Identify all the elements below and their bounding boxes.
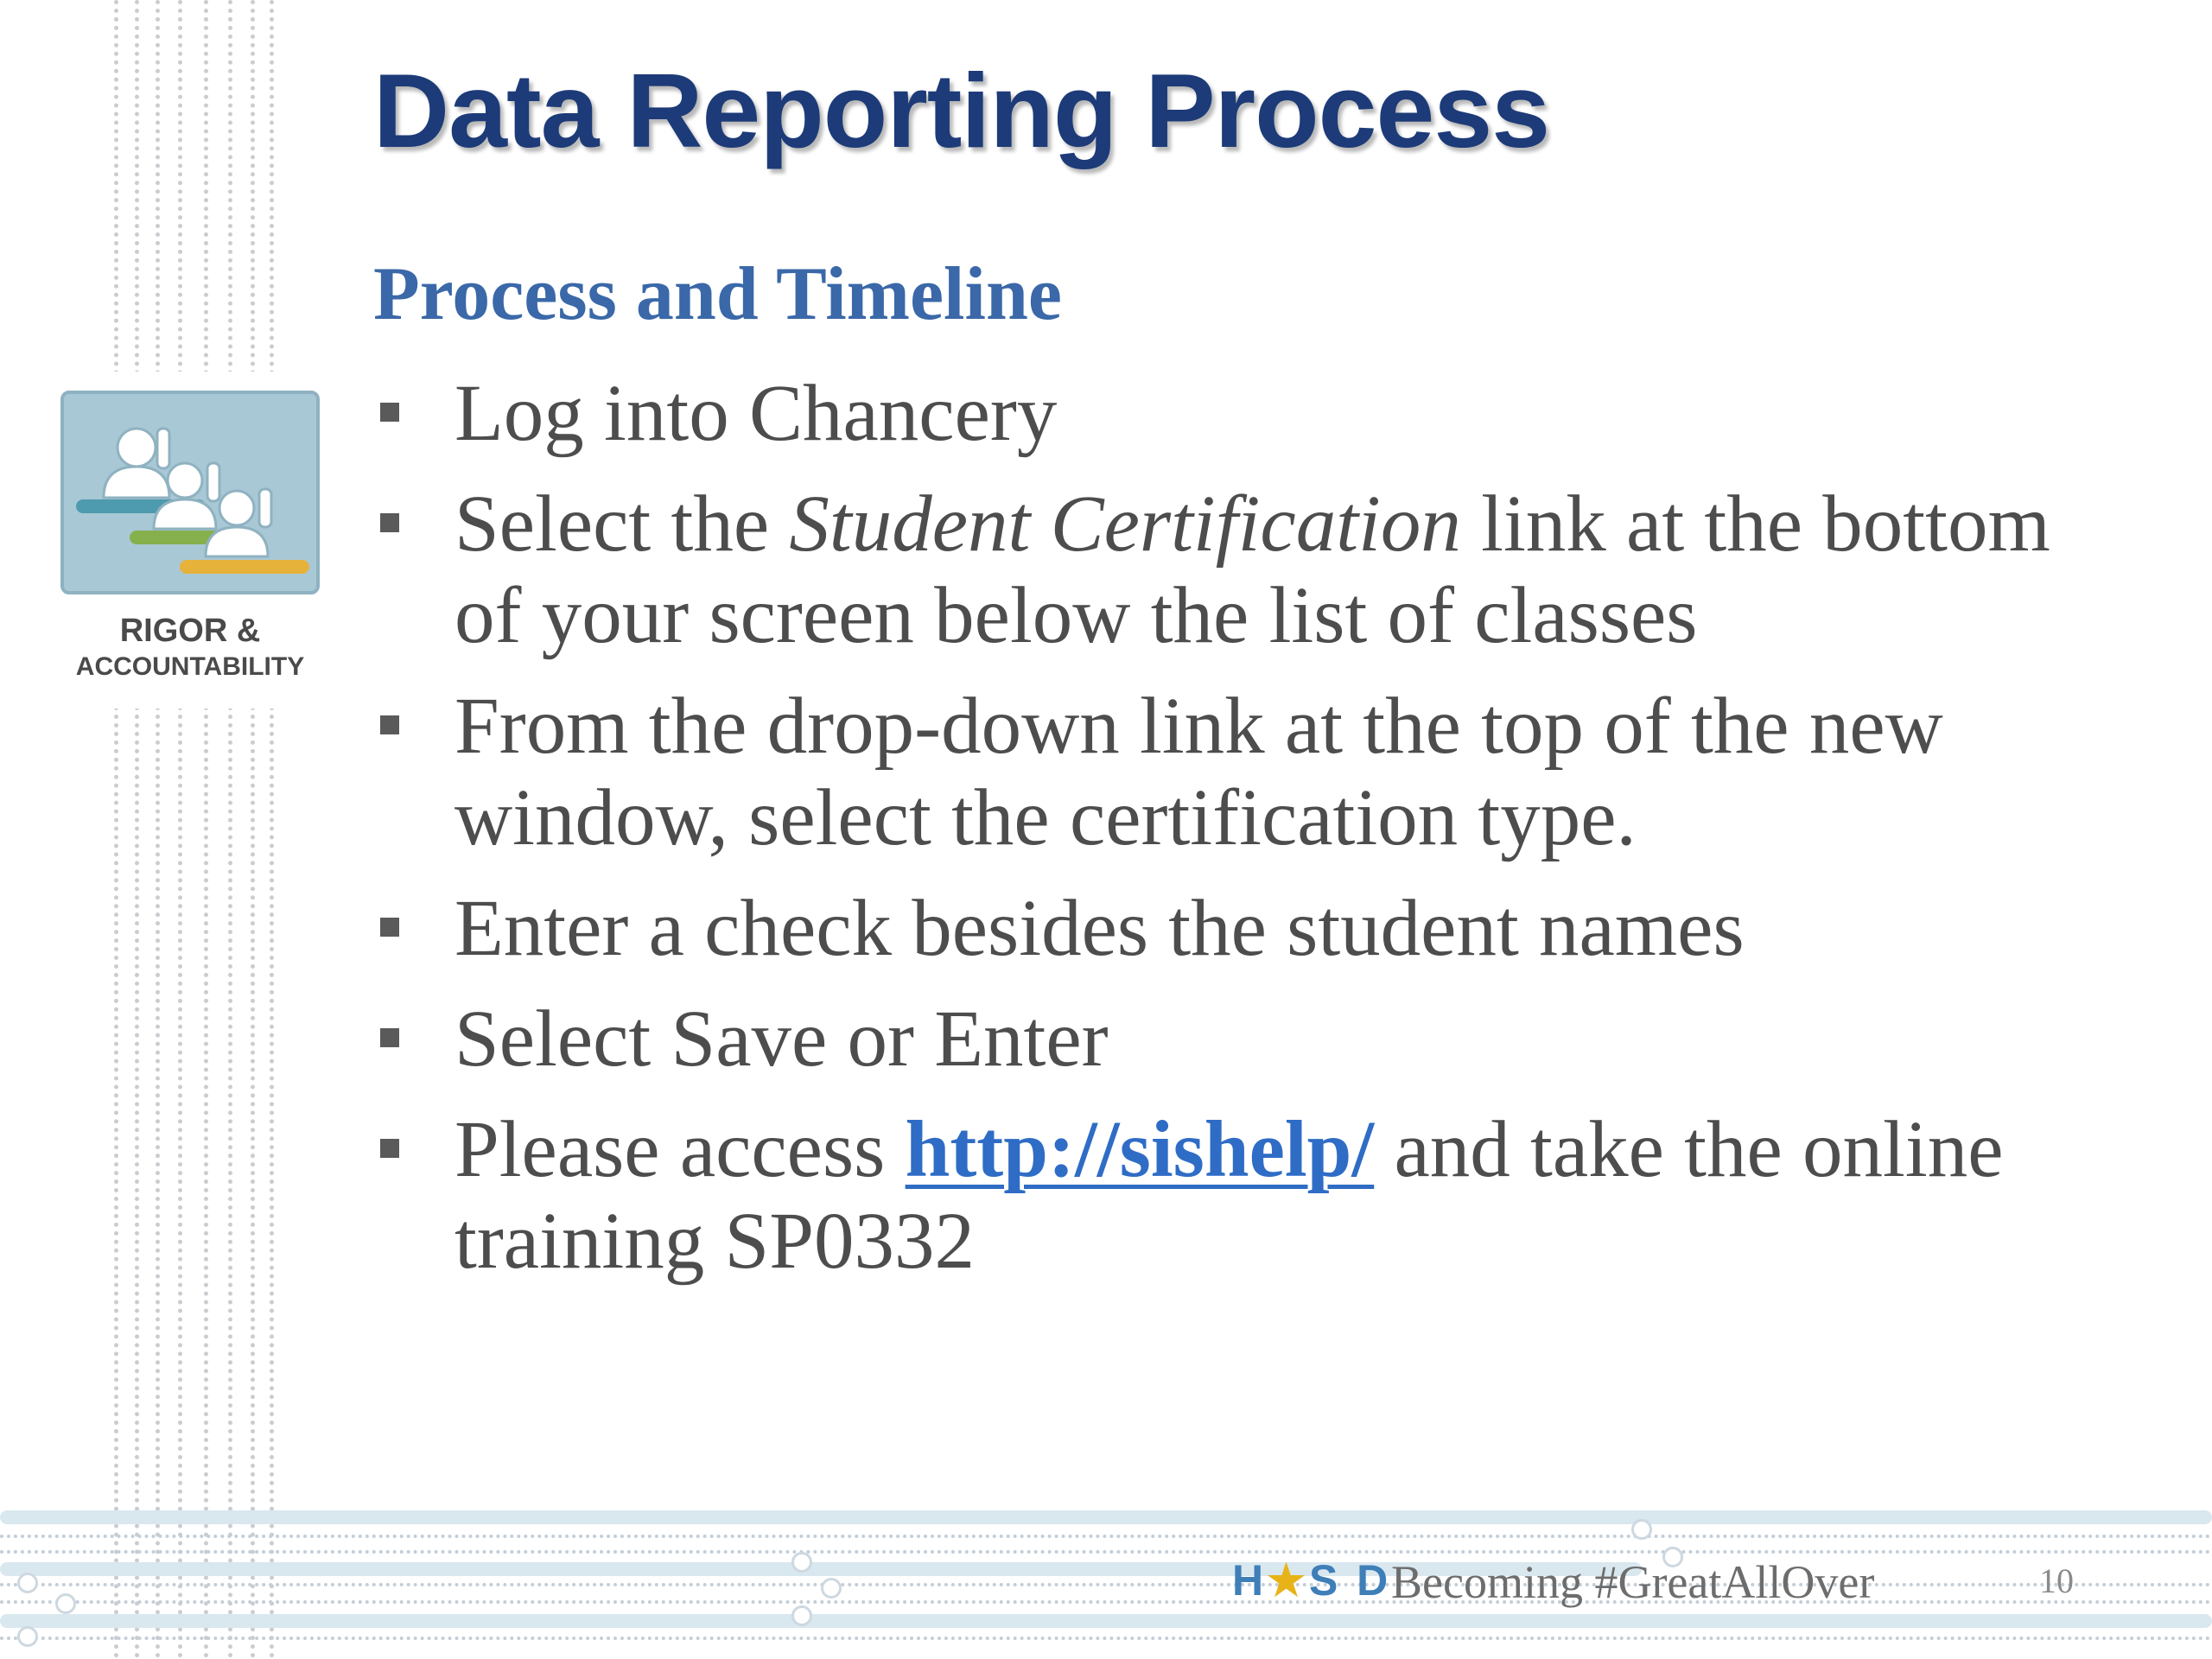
- bullet-square-icon: [380, 918, 399, 937]
- slide-subtitle: Process and Timeline: [373, 252, 1062, 336]
- footer-decorative-band: [0, 1493, 2212, 1659]
- decorative-rail: [228, 0, 232, 1659]
- bullet-item: [377, 994, 2105, 1085]
- bullet-item: [377, 368, 2105, 460]
- decorative-rail: [204, 0, 208, 1659]
- bullet-item: [377, 1104, 2105, 1287]
- bullet-square-icon: [380, 1028, 399, 1047]
- logo-caption: [52, 612, 328, 684]
- bullet-text: Enter a check besides the student names: [454, 884, 1745, 973]
- bullet-square-icon: [380, 403, 399, 422]
- bullet-square-icon: [380, 1139, 399, 1158]
- bullet-text: Select Save or Enter: [454, 995, 1109, 1084]
- hisd-logo: [1232, 1555, 1391, 1605]
- decorative-rail: [135, 0, 139, 1659]
- sishelp-link[interactable]: http://sishelp/: [905, 1105, 1375, 1194]
- bullet-text-before: Please access: [454, 1105, 906, 1194]
- logo-caption-line2: ACCOUNTABILITY: [75, 652, 305, 681]
- hisd-logo-h: H: [1232, 1556, 1268, 1605]
- bullet-square-icon: [380, 715, 399, 734]
- decorative-rail: [178, 0, 182, 1659]
- bullet-text-after: link at the bottom of your screen below the list of classes: [454, 480, 2050, 660]
- rigor-accountability-logo-icon: [60, 391, 320, 594]
- slide-title: Data Reporting Process: [373, 52, 1550, 169]
- bullet-item: [377, 883, 2105, 975]
- bullet-item: [377, 479, 2105, 662]
- decorative-rail: [270, 0, 274, 1659]
- bullet-text: From the drop-down link at the top of the new window, select the certification type.: [454, 682, 1943, 862]
- footer-tagline: Becoming #GreatAllOver: [1391, 1556, 1875, 1608]
- decorative-rail: [251, 0, 255, 1659]
- bullet-text-italic: Student Certification: [789, 480, 1461, 569]
- decorative-rail: [114, 0, 118, 1659]
- bullet-square-icon: [380, 513, 399, 532]
- bullet-item: [377, 681, 2105, 864]
- hisd-logo-sd: S D: [1308, 1556, 1392, 1605]
- decorative-rail: [156, 0, 160, 1659]
- bullet-text: Log into Chancery: [454, 369, 1058, 458]
- bullet-list: [377, 361, 2105, 1287]
- logo-caption-line1: RIGOR &: [119, 613, 261, 649]
- page-number: 10: [2039, 1561, 2074, 1600]
- bullet-text-after: and take the online training SP0332: [454, 1105, 2004, 1286]
- star-icon: ★: [1267, 1556, 1309, 1605]
- bullet-text-before: Select the: [454, 480, 790, 569]
